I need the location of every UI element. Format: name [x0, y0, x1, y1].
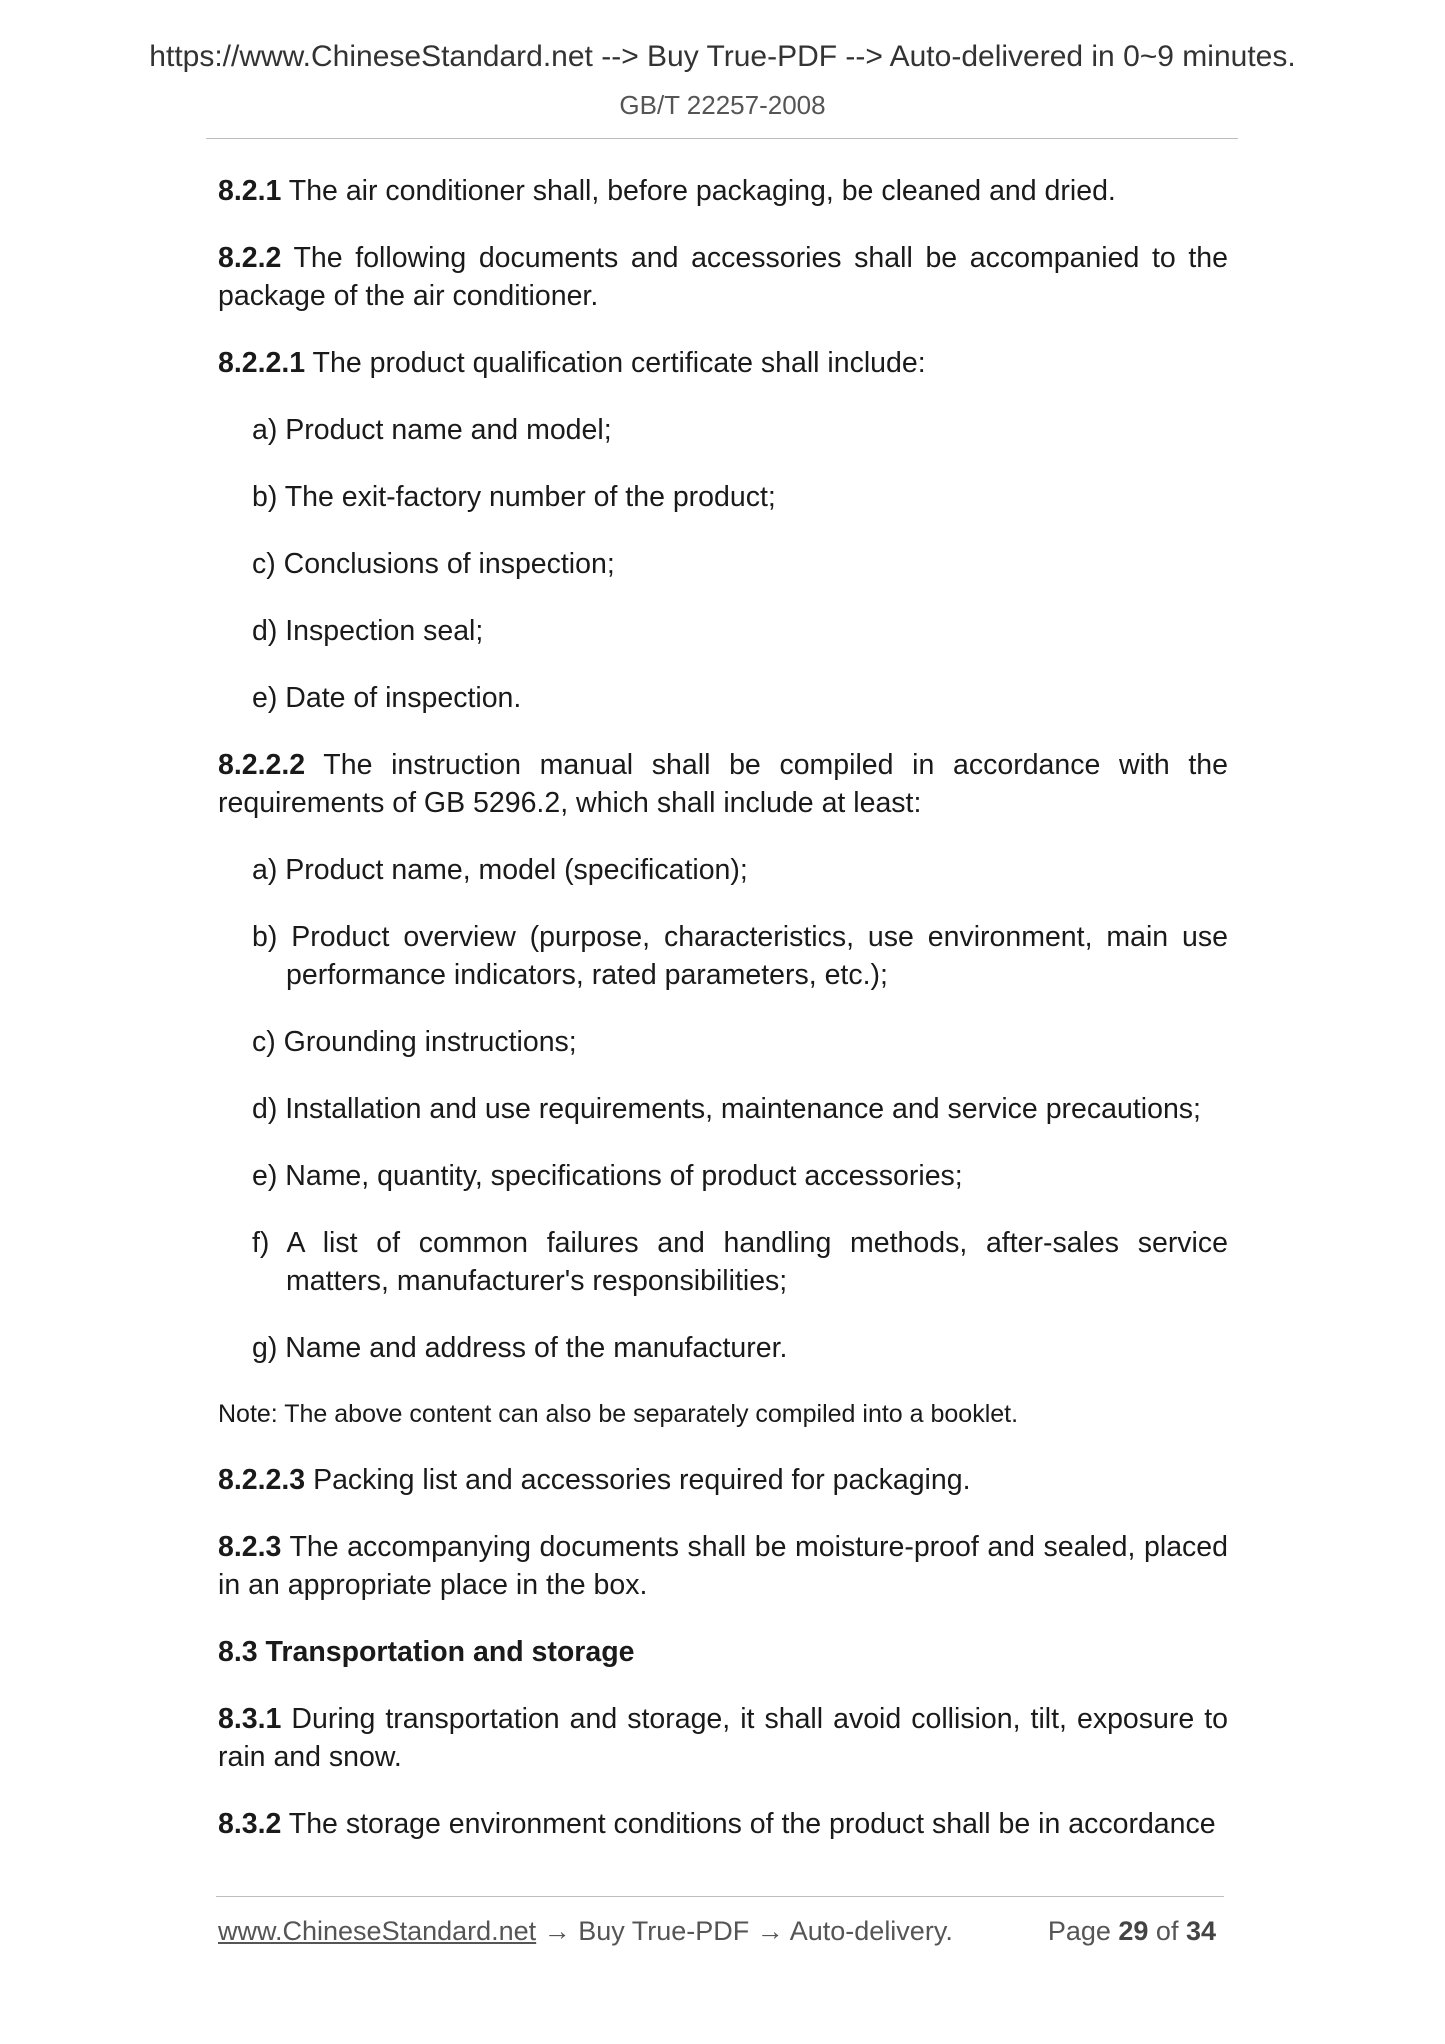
clause-8-3-1 — [218, 1700, 1228, 1776]
clause-text: The storage environment conditions of the product shall be in accordance — [281, 1808, 1216, 1840]
list-item: d) Installation and use requirements, maintenance and service precautions; — [252, 1093, 1201, 1125]
list-item: b) Product overview (purpose, characteristics, use environment, main use performance indicators, rated parameters, etc.); — [252, 921, 1228, 991]
clause-text: The product qualification certificate shall include: — [305, 347, 926, 379]
list-item: c) Conclusions of inspection; — [252, 548, 615, 580]
footer-divider — [216, 1896, 1224, 1897]
clause-text: The following documents and accessories shall be accompanied to the package of the air conditioner. — [218, 242, 1228, 312]
clause-8-2-3 — [218, 1528, 1228, 1604]
list-item: d) Inspection seal; — [252, 615, 484, 647]
page-label: Page — [1047, 1916, 1119, 1946]
list-item: e) Date of inspection. — [252, 682, 522, 714]
clause-text: The accompanying documents shall be moisture-proof and sealed, placed in an appropriate place in the box. — [218, 1531, 1228, 1601]
clause-text: Packing list and accessories required for packaging. — [305, 1464, 971, 1496]
clause-8-3-2 — [218, 1805, 1228, 1843]
list-item: a) Product name and model; — [252, 414, 612, 446]
note: Note: The above content can also be separately compiled into a booklet. — [218, 1400, 1019, 1428]
clause-8-2-2 — [218, 239, 1228, 315]
clause-number: 8.2.3 — [218, 1531, 282, 1563]
clause-number: 8.2.2.2 — [218, 749, 306, 781]
page-footer — [218, 1916, 1224, 1947]
page-number — [1048, 1916, 1216, 1947]
list-item: a) Product name, model (specification); — [252, 854, 748, 886]
header-divider — [206, 138, 1238, 139]
clause-number: 8.2.2.1 — [218, 347, 306, 379]
footer-site-link[interactable]: www.ChineseStandard.net — [218, 1916, 537, 1946]
list-item: e) Name, quantity, specifications of product accessories; — [252, 1160, 963, 1192]
list-item: g) Name and address of the manufacturer. — [252, 1332, 788, 1364]
page-total: 34 — [1185, 1916, 1216, 1946]
page-current: 29 — [1118, 1916, 1149, 1946]
clause-number: 8.2.2 — [218, 242, 282, 274]
header-banner: https://www.ChineseStandard.net --> Buy True-PDF --> Auto-delivered in 0~9 minutes. — [149, 40, 1296, 73]
list-item: f) A list of common failures and handling methods, after-sales service matters, manufacturer's responsibilities; — [252, 1227, 1228, 1297]
clause-8-2-2-1 — [218, 344, 1228, 382]
clause-text: The air conditioner shall, before packaging, be cleaned and dried. — [281, 175, 1116, 207]
list-item: c) Grounding instructions; — [252, 1026, 577, 1058]
page-of: of — [1148, 1916, 1186, 1946]
clause-number: 8.2.1 — [218, 175, 282, 207]
standard-code: GB/T 22257-2008 — [619, 90, 826, 120]
clause-number: 8.2.2.3 — [218, 1464, 306, 1496]
clause-number: 8.3.2 — [218, 1808, 282, 1840]
section-heading: 8.3 Transportation and storage — [218, 1636, 635, 1668]
document-body — [218, 172, 1228, 1872]
list-item: b) The exit-factory number of the product; — [252, 481, 776, 513]
clause-text: During transportation and storage, it shall avoid collision, tilt, exposure to rain and snow. — [218, 1703, 1228, 1773]
footer-text: → Buy True-PDF → Auto-delivery. — [536, 1916, 953, 1946]
clause-8-2-2-2 — [218, 746, 1228, 822]
clause-8-2-1 — [218, 172, 1228, 210]
clause-text: The instruction manual shall be compiled in accordance with the requirements of GB 5296.2, which shall include at least: — [218, 749, 1228, 819]
clause-number: 8.3.1 — [218, 1703, 282, 1735]
clause-8-2-2-3 — [218, 1461, 1228, 1499]
